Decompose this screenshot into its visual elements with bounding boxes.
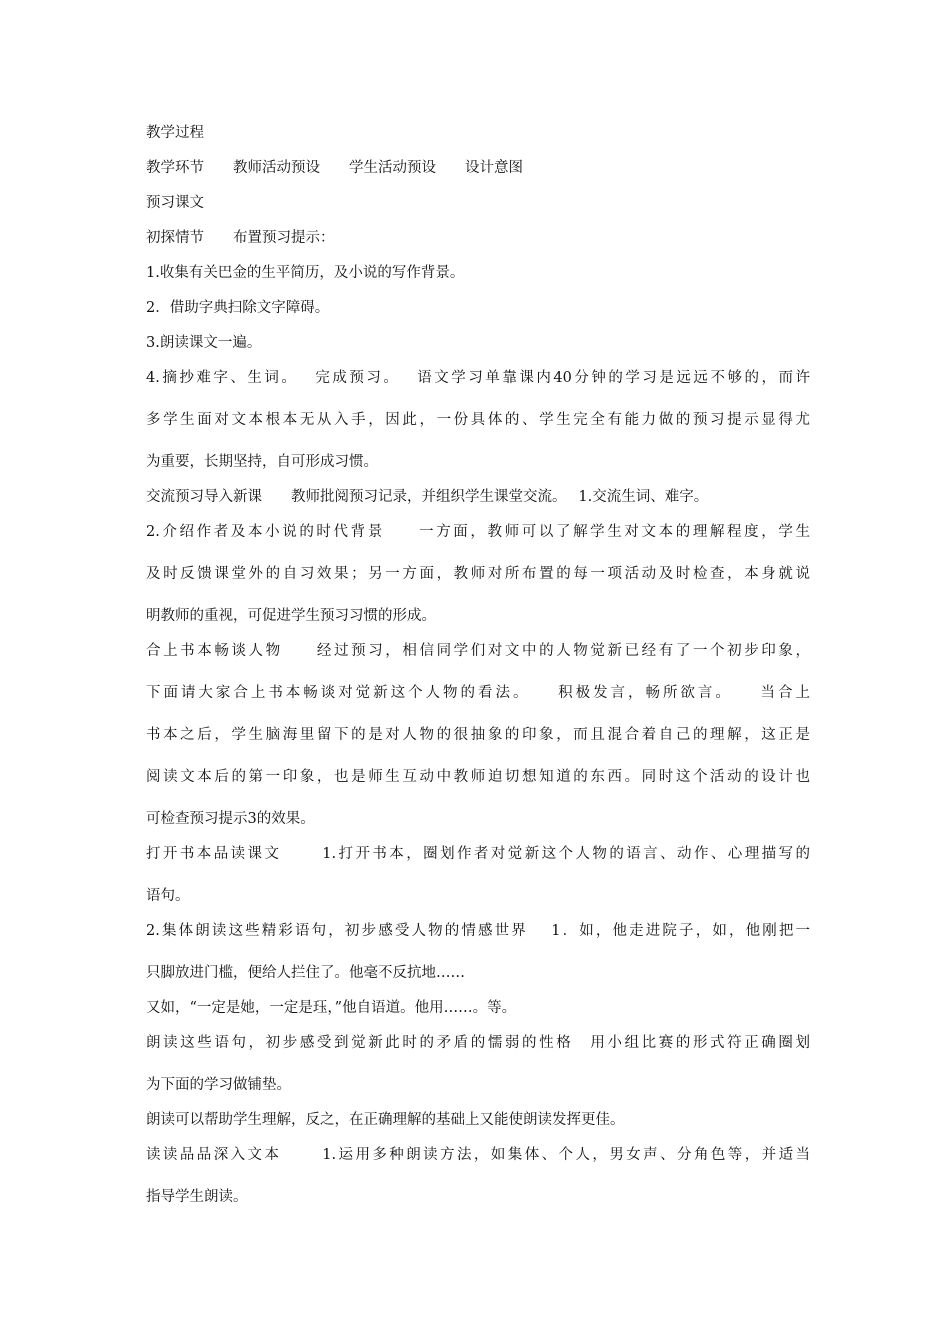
paragraph-line: 交流预习导入新课 教师批阅预习记录，并组织学生课堂交流。 1.交流生词、难字。 (146, 489, 709, 505)
paragraph-line: 1.收集有关巴金的生平简历，及小说的写作背景。 (146, 265, 465, 281)
paragraph-line: 语句。 (146, 888, 190, 904)
paragraph-line: 又如，“一定是她，一定是珏，”他自语道。他用……。等。 (146, 1000, 517, 1016)
paragraph-line: 3.朗读课文一遍。 (146, 335, 262, 351)
paragraph-line: 打开书本品读课文 1.打开书本，圈划作者对觉新这个人物的语言、动作、心理描写的 (146, 846, 810, 862)
document-page (146, 122, 810, 1208)
paragraph-line: 初探情节 布置预习提示： (146, 230, 335, 246)
paragraph-line: 4.摘抄难字、生词。 完成预习。 语文学习单靠课内40分钟的学习是远远不够的，而许 (146, 370, 810, 386)
table-header-row: 教学环节 教师活动预设 学生活动预设 设计意图 (146, 160, 523, 176)
paragraph-line: 合上书本畅谈人物 经过预习，相信同学们对文中的人物觉新已经有了一个初步印象， (146, 643, 810, 659)
paragraph-line: 2．借助字典扫除文字障碍。 (146, 300, 330, 316)
paragraph-line: 为下面的学习做铺垫。 (146, 1077, 291, 1093)
paragraph-line: 可检查预习提示3的效果。 (146, 811, 315, 827)
paragraph-line: 朗读可以帮助学生理解，反之，在正确理解的基础上又能使朗读发挥更佳。 (146, 1112, 625, 1128)
paragraph-line: 阅读文本后的第一印象，也是师生互动中教师迫切想知道的东西。同时这个活动的设计也 (146, 769, 810, 785)
paragraph-line: 读读品品深入文本 1.运用多种朗读方法，如集体、个人，男女声、分角色等，并适当 (146, 1147, 810, 1163)
paragraph-line: 明教师的重视，可促进学生预习习惯的形成。 (146, 608, 436, 624)
paragraph-line: 只脚放进门槛，便给人拦住了。他毫不反抗地…… (146, 965, 465, 981)
paragraph-line: 书本之后，学生脑海里留下的是对人物的很抽象的印象，而且混合着自己的理解，这正是 (146, 727, 810, 743)
paragraph-line: 为重要，长期坚持，自可形成习惯。 (146, 454, 378, 470)
paragraph-line: 预习课文 (146, 195, 204, 211)
paragraph-line: 2.集体朗读这些精彩语句，初步感受人物的情感世界 1．如，他走进院子，如，他刚把一 (146, 923, 810, 939)
paragraph-line: 2.介绍作者及本小说的时代背景 一方面，教师可以了解学生对文本的理解程度，学生 (146, 524, 810, 540)
paragraph-line: 朗读这些语句，初步感受到觉新此时的矛盾的懦弱的性格 用小组比赛的形式符正确圈划 (146, 1035, 810, 1051)
paragraph-line: 及时反馈课堂外的自习效果；另一方面，教师对所布置的每一项活动及时检查，本身就说 (146, 566, 810, 582)
paragraph-line: 下面请大家合上书本畅谈对觉新这个人物的看法。 积极发言，畅所欲言。 当合上 (146, 685, 810, 701)
paragraph-line: 多学生面对文本根本无从入手，因此，一份具体的、学生完全有能力做的预习提示显得尤 (146, 412, 810, 428)
paragraph-line: 指导学生朗读。 (146, 1189, 248, 1205)
section-heading: 教学过程 (146, 125, 204, 141)
